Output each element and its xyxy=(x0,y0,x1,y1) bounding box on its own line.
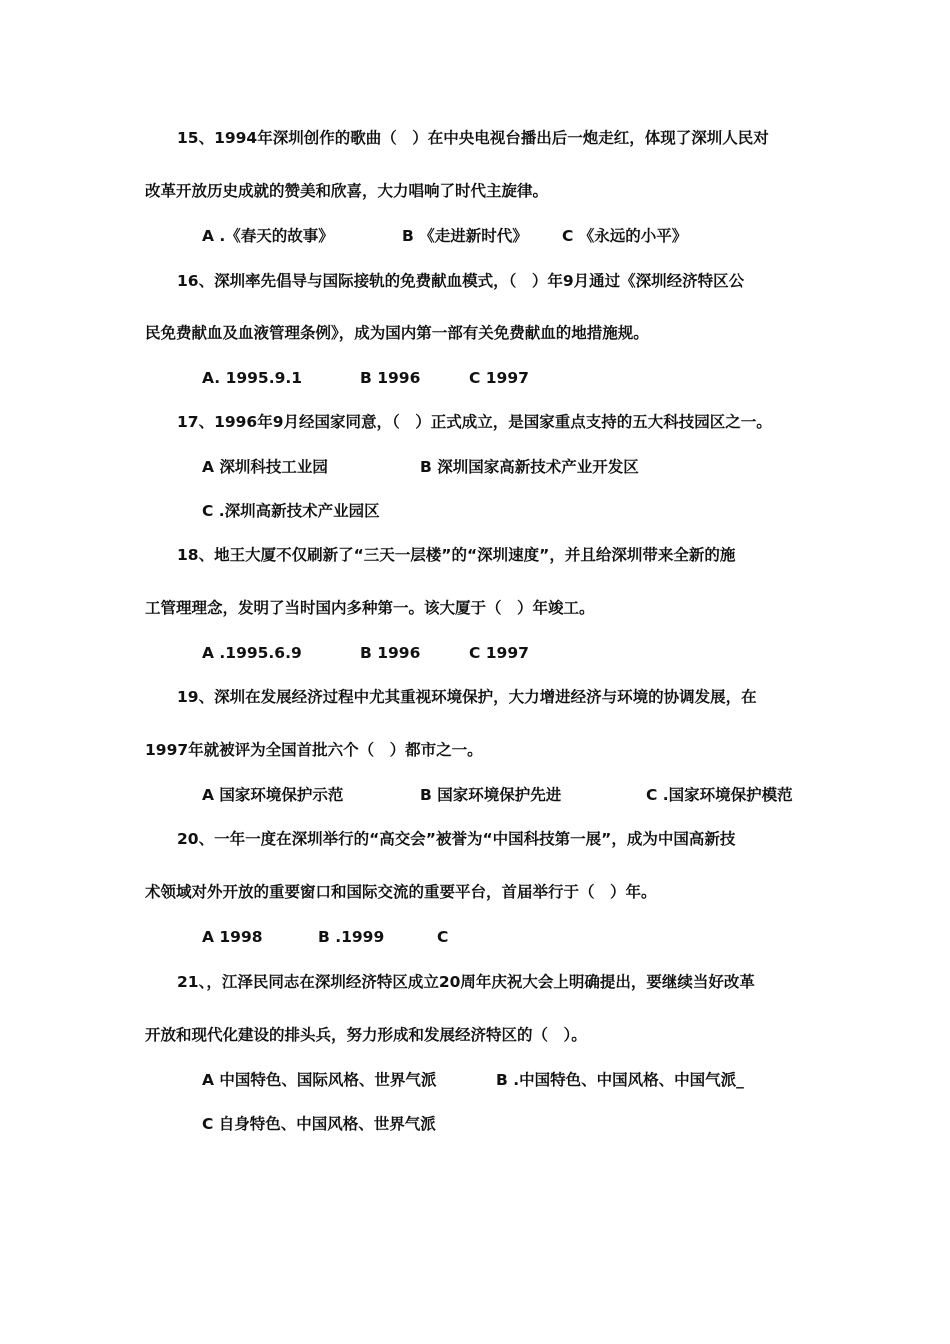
question-15-line-1: 15、1994年深圳创作的歌曲（ ）在中央电视台播出后一炮走红，体现了深圳人民对 xyxy=(177,129,769,147)
question-19-line-2: 1997年就被评为全国首批六个（ ）都市之一。 xyxy=(145,741,483,759)
question-18-line-1: 18、地王大厦不仅刷新了“三天一层楼”的“深圳速度”，并且给深圳带来全新的施 xyxy=(177,546,736,564)
question-15-line-2: 改革开放历史成就的赞美和欣喜，大力唱响了时代主旋律。 xyxy=(145,182,549,200)
question-15-option-a: A .《春天的故事》 xyxy=(202,227,334,245)
question-17-option-a: A 深圳科技工业园 xyxy=(202,458,328,476)
question-15-option-c: C 《永远的小平》 xyxy=(562,227,688,245)
question-18-option-c: C 1997 xyxy=(469,644,529,662)
question-19-option-a: A 国家环境保护示范 xyxy=(202,786,344,804)
question-19-line-1: 19、深圳在发展经济过程中尤其重视环境保护，大力增进经济与环境的协调发展，在 xyxy=(177,688,757,706)
question-16-option-b: B 1996 xyxy=(360,369,421,387)
question-18-option-a: A .1995.6.9 xyxy=(202,644,302,662)
question-17-option-b: B 深圳国家高新技术产业开发区 xyxy=(420,458,639,476)
question-20-option-c: C xyxy=(437,928,449,946)
question-15-option-b: B 《走进新时代》 xyxy=(402,227,528,245)
question-21-option-b: B .中国特色、中国风格、中国气派_ xyxy=(496,1071,744,1089)
question-20-option-a: A 1998 xyxy=(202,928,263,946)
question-20-line-2: 术领域对外开放的重要窗口和国际交流的重要平台，首届举行于（ ）年。 xyxy=(145,883,657,901)
question-16-option-c: C 1997 xyxy=(469,369,529,387)
question-21-option-a: A 中国特色、国际风格、世界气派 xyxy=(202,1071,437,1089)
question-16-line-2: 民免费献血及血液管理条例》，成为国内第一部有关免费献血的地措施规。 xyxy=(145,324,649,342)
question-17-option-c: C .深圳高新技术产业园区 xyxy=(202,502,380,520)
question-21-line-2: 开放和现代化建设的排头兵，努力形成和发展经济特区的（ ）。 xyxy=(145,1026,587,1044)
question-18-line-2: 工管理理念，发明了当时国内多种第一。该大厦于（ ）年竣工。 xyxy=(145,599,595,617)
question-20-line-1: 20、一年一度在深圳举行的“高交会”被誉为“中国科技第一展”，成为中国高新技 xyxy=(177,830,736,848)
question-21-option-c: C 自身特色、中国风格、世界气派 xyxy=(202,1115,436,1133)
question-16-line-1: 16、深圳率先倡导与国际接轨的免费献血模式，（ ）年9月通过《深圳经济特区公 xyxy=(177,272,745,290)
question-18-option-b: B 1996 xyxy=(360,644,421,662)
question-16-option-a: A. 1995.9.1 xyxy=(202,369,303,387)
question-19-option-c: C .国家环境保护模范 xyxy=(646,786,793,804)
question-20-option-b: B .1999 xyxy=(318,928,385,946)
question-21-line-1: 21、，江泽民同志在深圳经济特区成立20周年庆祝大会上明确提出，要继续当好改革 xyxy=(177,973,755,991)
question-19-option-b: B 国家环境保护先进 xyxy=(420,786,562,804)
question-17-line-1: 17、1996年9月经国家同意，（ ）正式成立，是国家重点支持的五大科技园区之一。 xyxy=(177,413,772,431)
